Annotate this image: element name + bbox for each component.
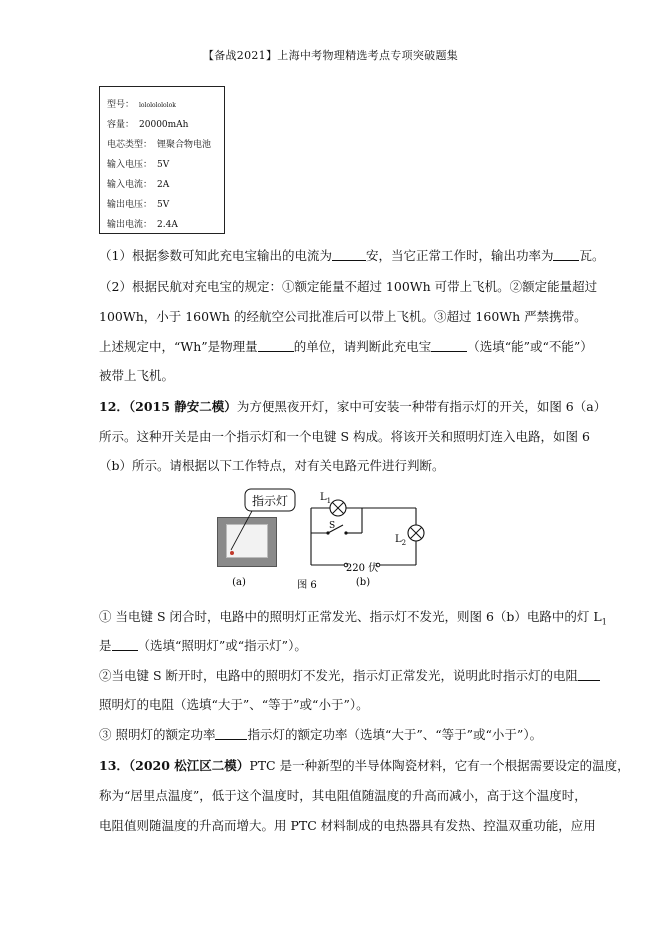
q12-s2-line1 [99, 668, 579, 684]
q11-p4c: （选填“能”或“不能”） [467, 339, 593, 354]
q12-s3-line [99, 727, 569, 743]
q12-l3: （b）所示。请根据以下工作特点，对有关电路元件进行判断。 [99, 458, 445, 473]
q11-p2: （2）根据民航对充电宝的规定：①额定能量不超过 100Wh 可带上飞机。②额定能量超过 [99, 279, 598, 294]
spec-value: 20000mAh [139, 120, 189, 130]
q12-s1a-sub: 1 [601, 617, 607, 627]
answer-blank[interactable] [112, 638, 138, 651]
q13-l2: 称为“居里点温度”，低于这个温度时，其电阻值随温度的升高而减小，高于这个温度时， [99, 788, 587, 803]
spec-key: 输出电流： [107, 220, 153, 230]
q12-s3b: 指示灯的额定功率（选填“大于”、“等于”或“小于”）。 [247, 727, 543, 742]
callout-label: 指示灯 [251, 494, 289, 508]
q12-s1c: （选填“照明灯”或“指示灯”）。 [137, 638, 307, 653]
q11-p4a: 上述规定中，“Wh”是物理量 [99, 339, 258, 354]
q11-p3: 100Wh，小于 160Wh 的经航空公司批准后可以带上飞机。③超过 160Wh 严禁携带。 [99, 309, 587, 324]
q12-l2: 所示。这种开关是由一个指示灯和一个电键 S 构成。将该开关和照明灯连入电路，如图 6 [99, 429, 590, 444]
q13-l3: 电阻值则随温度的升高而增大。用 PTC 材料制成的电热器具有发热、控温双重功能，应用 [99, 818, 596, 833]
q13-l1: PTC 是一种新型的半导体陶瓷材料，它有一个根据需要设定的温度， [249, 758, 630, 773]
q12-s1b: 是 [99, 638, 112, 653]
q12-l1: 为方便黑夜开灯，家中可安装一种带有指示灯的开关，如图 6（a） [236, 399, 607, 414]
switch-contact [326, 531, 329, 534]
q12-s1-line2 [99, 638, 569, 654]
label-voltage: 220 伏 [345, 563, 379, 574]
spec-value: lolololololok [139, 102, 176, 109]
q12-number: 12． [99, 399, 129, 414]
q11-p4b: 的单位，请判断此充电宝 [293, 339, 432, 354]
answer-blank[interactable] [215, 727, 247, 740]
spec-value: 5V [157, 200, 170, 210]
spec-value: 2.4A [157, 220, 178, 230]
spec-key: 型号： [107, 100, 135, 110]
q12-s2a: ②当电键 S 断开时，电路中的照明灯不发光，指示灯正常发光，说明此时指示灯的电阻 [99, 668, 579, 683]
q12-source: （2015 静安二模） [128, 399, 237, 414]
label-L2: $L_2$ [395, 534, 407, 547]
q12-s3a: ③ 照明灯的额定功率 [99, 727, 216, 742]
spec-value: 2A [157, 180, 170, 190]
spec-key: 电芯类型： [107, 140, 153, 150]
q12-s1-line1 [99, 609, 607, 631]
label-S: S [329, 521, 336, 531]
q11-p1a: （1）根据参数可知此充电宝输出的电流为 [99, 248, 332, 263]
answer-blank[interactable] [578, 668, 600, 681]
spec-value: 5V [157, 160, 170, 170]
q13-line1 [99, 758, 630, 774]
page-header: 【备战2021】上海中考物理精选考点专项突破题集 [202, 49, 459, 62]
q12-s1a: ① 当电键 S 闭合时，电路中的照明灯正常发光、指示灯不发光，则图 6（b）电路中的灯 L [99, 609, 602, 624]
spec-key: 容量： [107, 120, 135, 130]
callout-pointer [231, 511, 252, 550]
label-L1: $L_1$ [320, 492, 332, 505]
spec-key: 输入电压： [107, 160, 153, 170]
spec-key: 输出电压： [107, 200, 153, 210]
q11-p1b: 安，当它正常工作时，输出功率为 [365, 248, 554, 263]
q13-source: （2020 松江区二模） [128, 758, 250, 773]
spec-key: 输入电流： [107, 180, 153, 190]
q12-s2b: 照明灯的电阻（选填“大于”、“等于”或“小于”）。 [99, 697, 369, 712]
spec-value: 锂聚合物电池 [157, 140, 212, 150]
q11-p1c: 瓦。 [579, 248, 605, 263]
figure-caption: 图 6 [297, 580, 317, 591]
label-b: (b) [355, 577, 371, 588]
q11-p5: 被带上飞机。 [99, 368, 175, 383]
q13-number: 13． [99, 758, 129, 773]
label-a: (a) [232, 577, 246, 588]
